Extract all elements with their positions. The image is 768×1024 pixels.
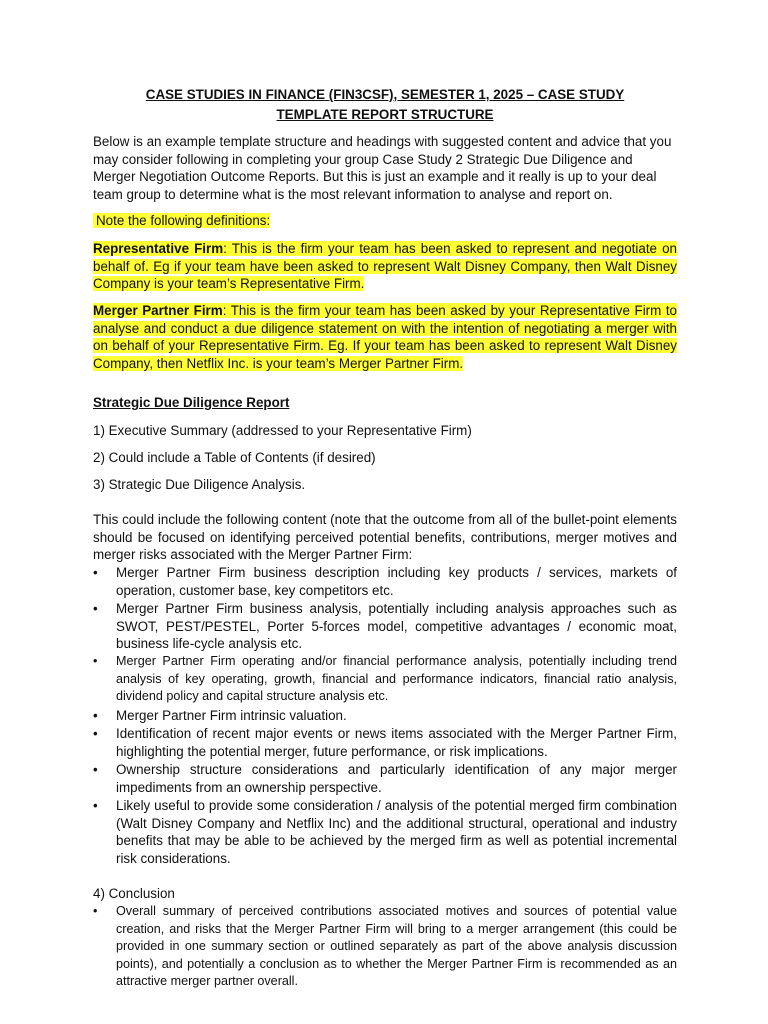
item-table-of-contents: 2) Could include a Table of Contents (if desired) bbox=[93, 450, 376, 465]
bullet-icon: • bbox=[93, 601, 98, 616]
bullet-icon: • bbox=[93, 726, 98, 741]
conclusion-heading: 4) Conclusion bbox=[93, 886, 175, 901]
representative-firm-text: : This is the firm your team has been asked to represent and negotiate on behalf of. Eg if your team have been asked to represent Walt Disney Company, then Walt Disney Company is your team’s Representative Firm. bbox=[93, 241, 677, 292]
note-line bbox=[93, 212, 677, 230]
content-intro-paragraph: This could include the following content (note that the outcome from all of the bullet-point elements should be focused on identifying perceived potential benefits, contributions, merger motives and merger risks associated with the Merger Partner Firm: bbox=[93, 512, 677, 563]
bullet-text: Merger Partner Firm operating and/or financial performance analysis, potentially including trend analysis of key operating, growth, financial and performance indicators, financial ratio analysis, dividend policy and capital structure analysis etc. bbox=[116, 654, 677, 704]
list-item bbox=[93, 600, 677, 653]
merger-partner-firm-definition bbox=[93, 302, 677, 372]
bullet-text: Merger Partner Firm business analysis, potentially including analysis approaches such as SWOT, PEST/PESTEL, Porter 5-forces model, competitive advantages / economic moat, business life-cycle analysis etc. bbox=[116, 601, 677, 652]
item-due-diligence-analysis: 3) Strategic Due Diligence Analysis. bbox=[93, 477, 306, 492]
bullet-text: Overall summary of perceived contributions associated motives and sources of potential value creation, and risks that the Merger Partner Firm will bring to a merger arrangement (this could be provided in one summary section or outlined separately as part of the above analysis discussion points), and potentially a conclusion as to whether the Merger Partner Firm is recommended as an attractive merger partner overall. bbox=[116, 904, 677, 989]
bullet-icon: • bbox=[93, 708, 98, 723]
bullet-text: Ownership structure considerations and particularly identification of any major merger impediments from an ownership perspective. bbox=[116, 762, 677, 795]
list-item bbox=[93, 903, 677, 991]
list-item bbox=[93, 653, 677, 706]
bullet-text: Identification of recent major events or news items associated with the Merger Partner Firm, highlighting the potential merger, future performance, or risk implications. bbox=[116, 726, 677, 759]
representative-firm-definition bbox=[93, 240, 677, 293]
list-item bbox=[93, 797, 677, 867]
list-item bbox=[93, 707, 677, 725]
bullet-text: Merger Partner Firm intrinsic valuation. bbox=[116, 708, 347, 723]
bullet-icon: • bbox=[93, 762, 98, 777]
item-executive-summary: 1) Executive Summary (addressed to your Representative Firm) bbox=[93, 423, 472, 438]
bullet-text: Merger Partner Firm business description including key products / services, markets of operation, customer base, key competitors etc. bbox=[116, 565, 677, 598]
note-text: Note the following definitions: bbox=[93, 213, 270, 228]
document-title bbox=[93, 85, 677, 125]
bullet-text: Likely useful to provide some consideration / analysis of the potential merged firm combination (Walt Disney Company and Netflix Inc) and the additional structural, operational and industry benefits that may be able to be achieved by the merged firm as well as potential incremental risk considerations. bbox=[116, 798, 677, 866]
bullet-icon: • bbox=[93, 654, 98, 668]
title-line-2: TEMPLATE REPORT STRUCTURE bbox=[276, 107, 494, 122]
merger-partner-firm-text: : This is the firm your team has been asked by your Representative Firm to analyse and conduct a due diligence statement on with the intention of negotiating a merger with on behalf of your Representative Firm. Eg. If your team has been asked to represent Walt Disney Company, then Netflix Inc. is your team’s Merger Partner Firm. bbox=[93, 303, 678, 371]
bullet-icon: • bbox=[93, 904, 98, 918]
merger-partner-firm-term: Merger Partner Firm bbox=[93, 303, 223, 318]
bullet-icon: • bbox=[93, 565, 98, 580]
intro-paragraph: Below is an example template structure and headings with suggested content and advice that you may consider following in completing your group Case Study 2 Strategic Due Diligence and Merger Negotiation Outcome Reports. But this is just an example and it really is up to your deal team group to determine what is the most relevant information to analyse and report on. bbox=[93, 134, 672, 202]
list-item bbox=[93, 761, 677, 796]
representative-firm-term: Representative Firm bbox=[93, 241, 224, 256]
bullet-icon: • bbox=[93, 798, 98, 813]
list-item bbox=[93, 564, 677, 599]
list-item bbox=[93, 725, 677, 760]
section-heading: Strategic Due Diligence Report bbox=[93, 395, 290, 410]
title-line-1: CASE STUDIES IN FINANCE (FIN3CSF), SEMESTER 1, 2025 – CASE STUDY bbox=[145, 87, 625, 102]
